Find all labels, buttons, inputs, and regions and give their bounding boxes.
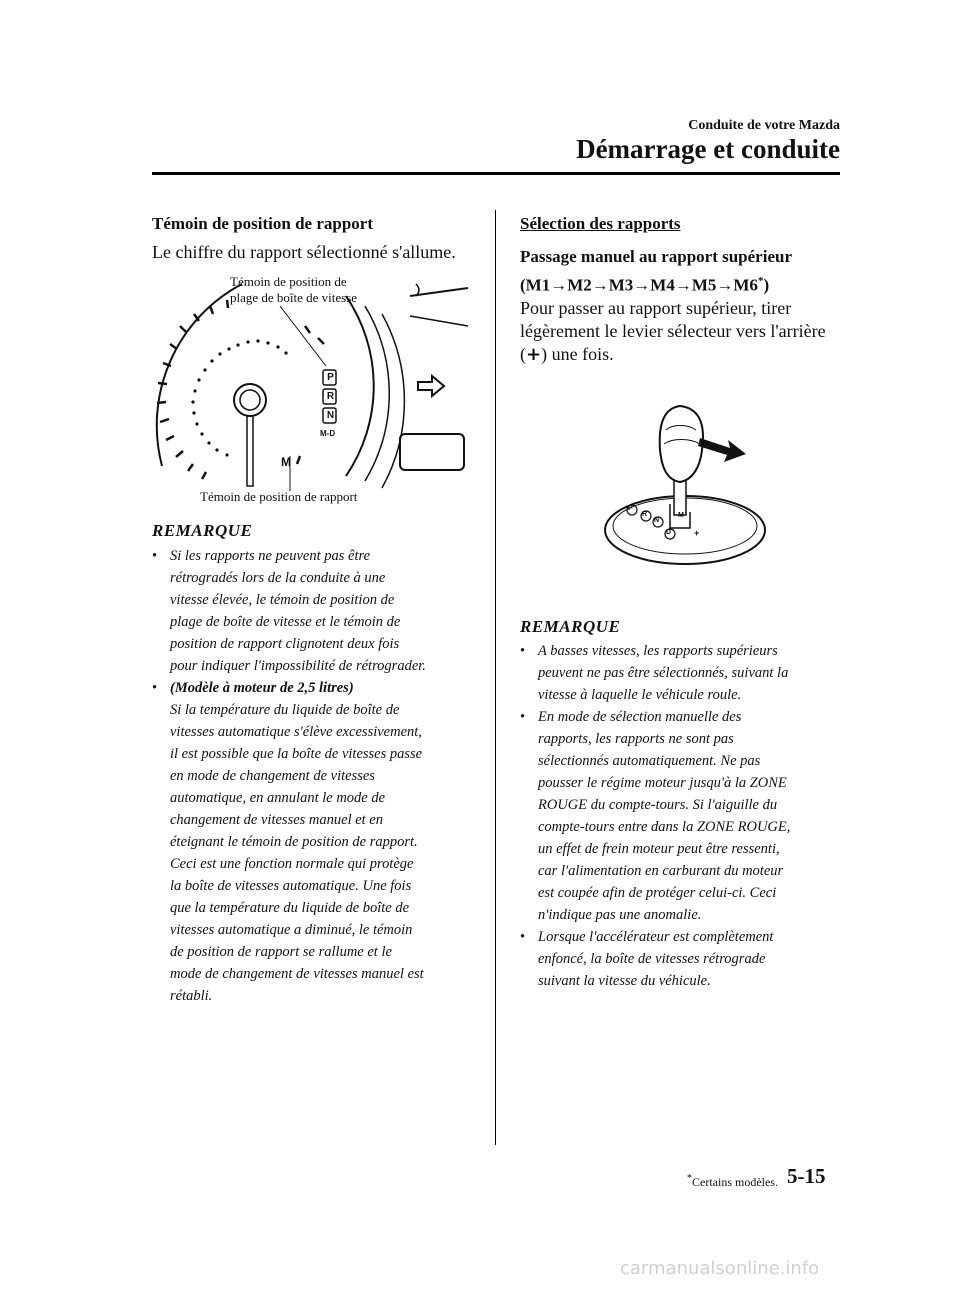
note-engine-model: (Modèle à moteur de 2,5 litres): [170, 680, 354, 696]
plus-icon: +: [526, 344, 542, 365]
left-intro: Le chiffre du rapport sélectionné s'allume.: [152, 242, 456, 262]
shift-lever-illustration: [600, 400, 770, 570]
label-gear-indicator: Témoin de position de rapport: [200, 489, 358, 504]
section-title: Démarrage et conduite: [576, 134, 840, 164]
shift-lever-figure: [600, 400, 770, 570]
cluster-figure: [150, 266, 480, 510]
bullet: •: [152, 680, 158, 696]
gate-p: P: [628, 505, 633, 512]
footer-star: *: [687, 1173, 692, 1184]
selector-n: N: [326, 410, 335, 421]
label-range-indicator-2: plage de boîte de vitesse: [230, 290, 358, 305]
bullet: •: [520, 643, 526, 659]
gear-sequence: (M1→M2→M3→M4→M5→M6*): [520, 275, 770, 295]
right-note-1: • A basses vitesses, les rapports supérieurs peuvent ne pas être sélectionnés, suivant la vitesse à laquelle le véhicule roule.: [520, 640, 840, 706]
selector-r: R: [326, 391, 335, 402]
footer-note: *Certains modèles.: [687, 1173, 778, 1189]
left-note-1: • Si les rapports ne peuvent pas être rétrogradés lors de la conduite à une vitesse élevée, le témoin de position de plage de boîte de vitesse et le témoin de position de rapport clignotent deux fois pour indiquer l'impossibilité de rétrograder.: [152, 545, 482, 677]
gate-d: D: [666, 529, 672, 536]
right-note-2: • En mode de sélection manuelle des rapports, les rapports ne sont pas sélectionnés automatiquement. Ne pas pousser le régime moteur jusqu'à la ZONE ROUGE du compte-tours. Si l'aiguille du compte-tours entre dans la ZONE ROUGE, un effet de frein moteur peut être ressenti, car l'alimentation en carburant du moteur est coupée afin de protéger celui-ci. Ceci n'indique pas une anomalie.: [520, 706, 840, 926]
header-rule: [152, 172, 840, 175]
gate-plus: +: [694, 528, 700, 538]
gear-m: M: [281, 455, 291, 469]
left-note-2: • (Modèle à moteur de 2,5 litres) Si la température du liquide de boîte de vitesses automatique s'élève excessivement, il est possible que la boîte de vitesses passe en mode de changement de vitesses automatique, en annulant le mode de changement de vitesses manuel et en éteignant le témoin de position de rapport. Ceci est une fonction normale qui protège la boîte de vitesses automatique. Une fois que la température du liquide de boîte de vitesses automatique a diminué, le témoin de position de rapport se rallume et le mode de changement de vitesses manuel est rétabli.: [152, 677, 482, 1007]
right-subheading: Passage manuel au rapport supérieur: [520, 247, 792, 266]
left-remarque-title: REMARQUE: [152, 521, 253, 540]
page-number: 5-15: [787, 1164, 826, 1188]
watermark: carmanualsonline.info: [620, 1258, 820, 1279]
label-range-indicator: Témoin de position de: [230, 274, 347, 289]
chapter-title: Conduite de votre Mazda: [688, 118, 840, 133]
left-heading: Témoin de position de rapport: [152, 214, 374, 233]
right-remarque-title: REMARQUE: [520, 617, 621, 636]
selector-md: M-D: [320, 429, 336, 438]
sequence-star: *: [757, 275, 764, 287]
right-instruction: Pour passer au rapport supérieur, tirer légèrement le levier sélecteur vers l'arrière (+) une fois.: [520, 298, 826, 365]
gate-m: M: [678, 512, 684, 519]
right-heading: Sélection des rapports: [520, 214, 681, 233]
column-divider: [495, 210, 496, 1145]
selector-p: P: [327, 372, 334, 383]
right-notes: [520, 640, 840, 992]
bullet: •: [152, 548, 158, 564]
bullet: •: [520, 929, 526, 945]
bullet: •: [520, 709, 526, 725]
gate-r: R: [642, 511, 648, 518]
right-note-3: • Lorsque l'accélérateur est complètement enfoncé, la boîte de vitesses rétrograde suivant la vitesse du véhicule.: [520, 926, 840, 992]
left-notes: [152, 545, 482, 1007]
gate-n: N: [654, 517, 660, 524]
